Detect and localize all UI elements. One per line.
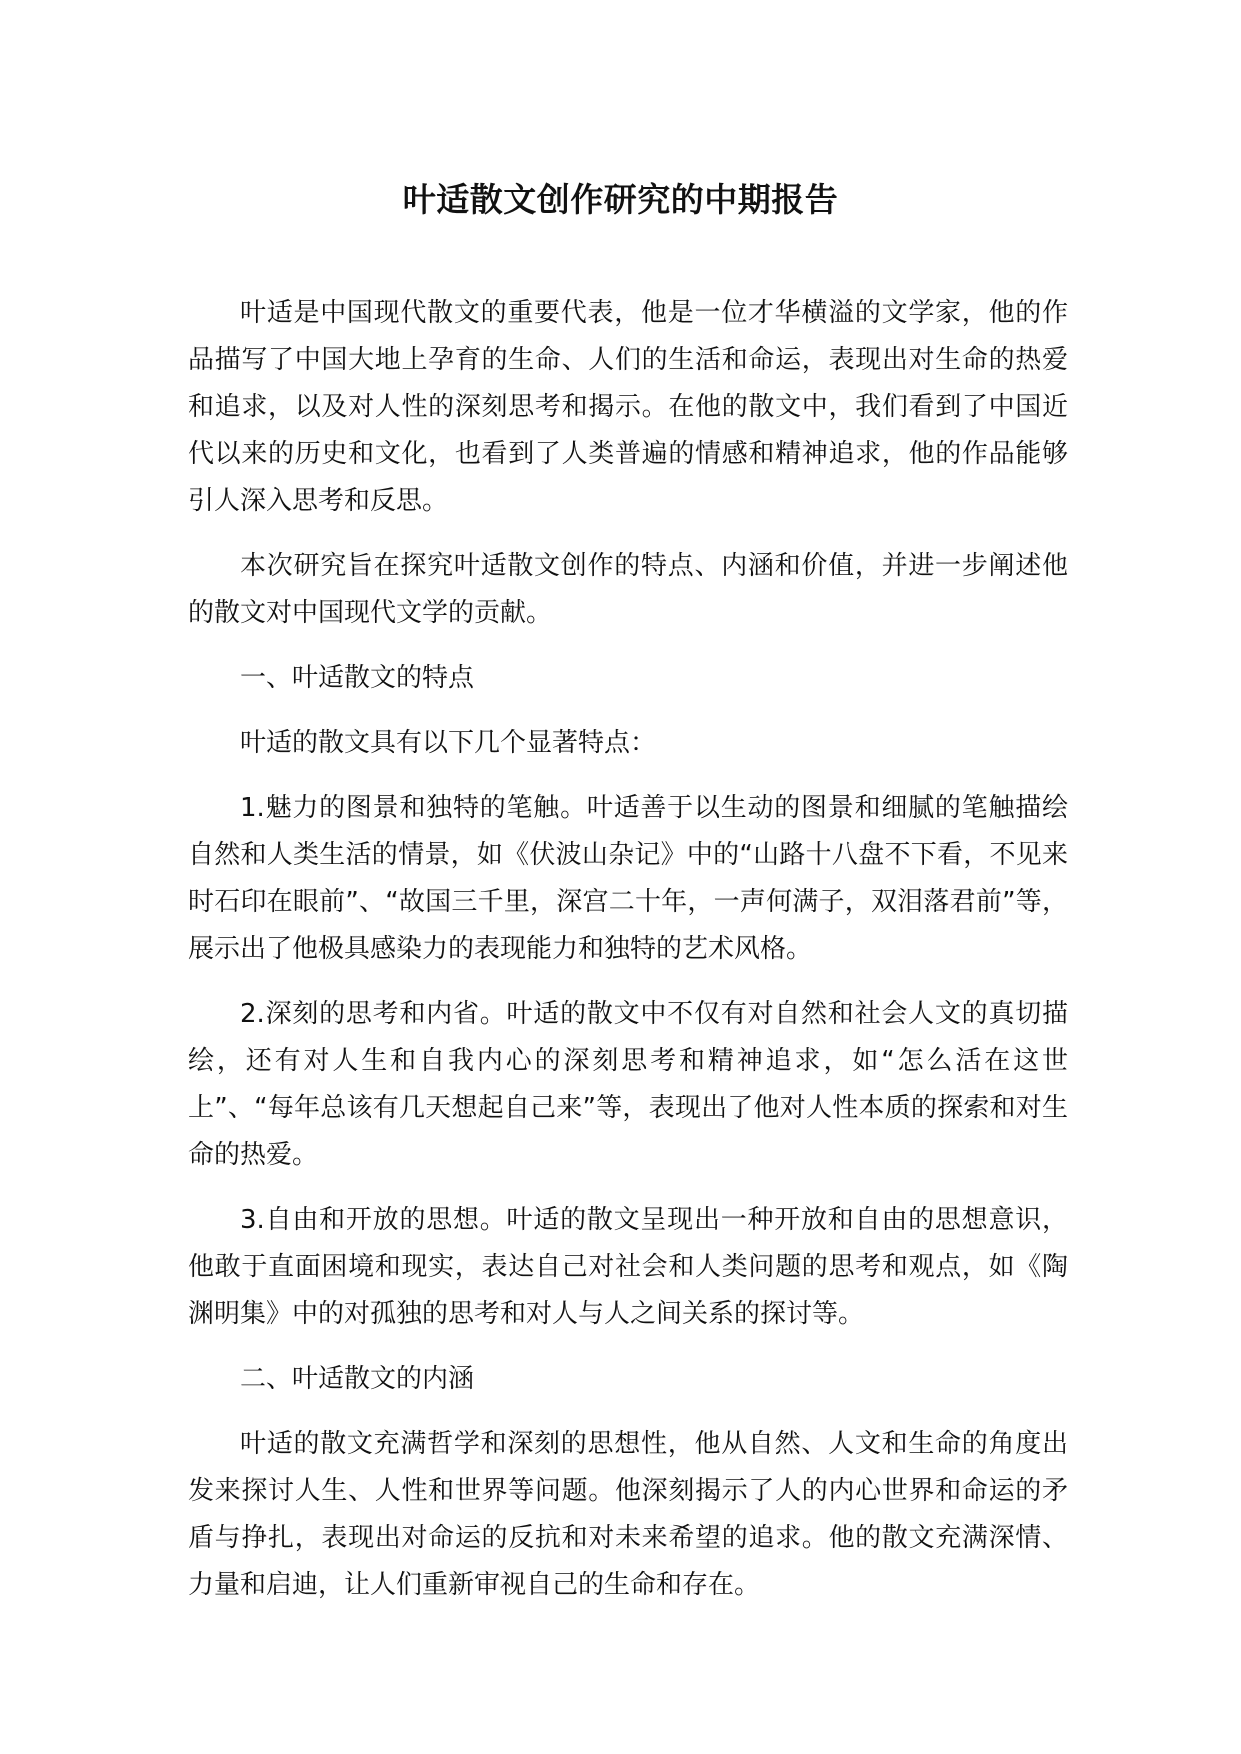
paragraph-feature-2: 2.深刻的思考和内省。叶适的散文中不仅有对自然和社会人文的真切描绘，还有对人生和自我内心的深刻思考和精神追求，如“怎么活在这世上”、“每年总该有几天想起自己来”等，表现出了他对人性本质的探索和对生命的热爱。 <box>188 999 1068 1170</box>
document-body <box>188 290 1068 1627</box>
paragraph-intro: 叶适是中国现代散文的重要代表，他是一位才华横溢的文学家，他的作品描写了中国大地上孕育的生命、人们的生活和命运，表现出对生命的热爱和追求，以及对人性的深刻思考和揭示。在他的散文中，我们看到了中国近代以来的历史和文化，也看到了人类普遍的情感和精神追求，他的作品能够引人深入思考和反思。 <box>188 298 1068 516</box>
paragraph-feature-3: 3.自由和开放的思想。叶适的散文呈现出一种开放和自由的思想意识，他敢于直面困境和现实，表达自己对社会和人类问题的思考和观点，如《陶渊明集》中的对孤独的思考和对人与人之间关系的探讨等。 <box>188 1205 1068 1329</box>
document-title: 叶适散文创作研究的中期报告 <box>402 180 839 219</box>
paragraph-purpose: 本次研究旨在探究叶适散文创作的特点、内涵和价值，并进一步阐述他的散文对中国现代文学的贡献。 <box>188 551 1068 628</box>
paragraph-feature-1: 1.魅力的图景和独特的笔触。叶适善于以生动的图景和细腻的笔触描绘自然和人类生活的情景，如《伏波山杂记》中的“山路十八盘不下看，不见来时石印在眼前”、“故国三千里，深宫二十年，一声何满子，双泪落君前”等，展示出了他极具感染力的表现能力和独特的艺术风格。 <box>188 793 1068 964</box>
section-heading-connotation: 二、叶适散文的内涵 <box>240 1364 475 1394</box>
paragraph-connotation: 叶适的散文充满哲学和深刻的思想性，他从自然、人文和生命的角度出发来探讨人生、人性和世界等问题。他深刻揭示了人的内心世界和命运的矛盾与挣扎，表现出对命运的反抗和对未来希望的追求。他的散文充满深情、力量和启迪，让人们重新审视自己的生命和存在。 <box>188 1429 1068 1600</box>
paragraph-features-lead: 叶适的散文具有以下几个显著特点： <box>240 728 657 758</box>
section-heading-features: 一、叶适散文的特点 <box>240 663 475 693</box>
